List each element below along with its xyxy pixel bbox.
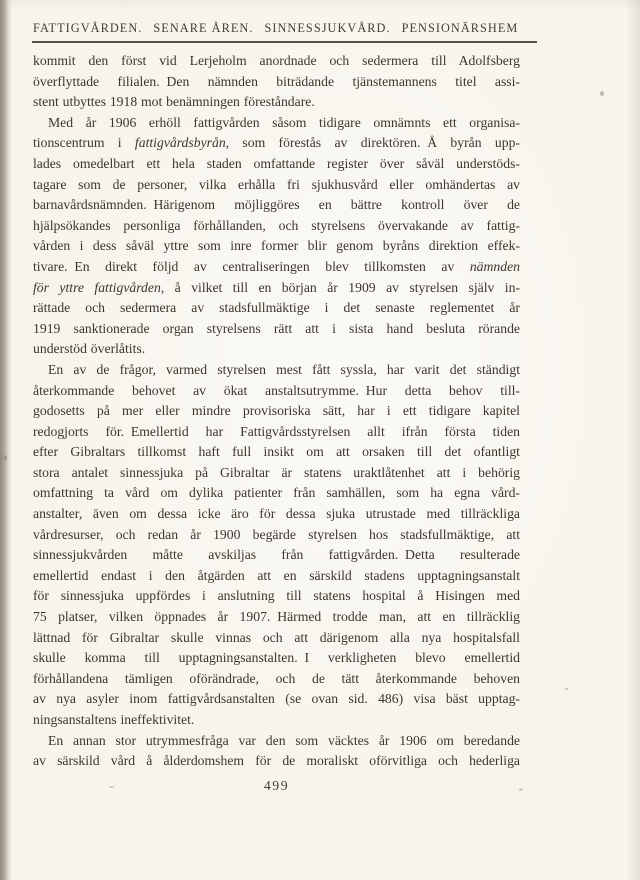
- text-run: kommit den först vid Lerjeholm anordnade och sedermera till Adolfsberg: [33, 53, 520, 68]
- text-run: sinnessjukvården måtte avskiljas från fattigvården. Detta resulterade: [33, 547, 520, 563]
- text-line: [33, 442, 520, 463]
- text-run: emellertid endast i den åtgärden att en särskild stadens upptagningsanstalt: [33, 567, 520, 583]
- text-run: understöd överlåtits.: [33, 341, 146, 357]
- paragraph: [33, 113, 520, 360]
- text-line: [33, 319, 520, 340]
- text-line: [33, 710, 520, 731]
- text-run: , å vilket till en början år 1909 av styrelsen själv in-: [160, 279, 521, 295]
- text-line: [33, 92, 520, 113]
- running-head: [33, 21, 553, 36]
- text-run: En av de frågor, varmed styrelsen mest fått syssla, har varit det ständigt: [48, 361, 520, 377]
- text-line: [33, 689, 520, 710]
- paper-speck: [109, 786, 114, 788]
- text-line: [33, 175, 520, 196]
- running-head-segment: PENSIONÄRSHEM: [401, 21, 519, 35]
- text-run: redogjorts för. Emellertid har Fattigvårdsstyrelsen allt ifrån första tiden: [33, 423, 520, 439]
- text-run: återkommande behovet av ökat anstaltsutrymme. Hur detta behov till-: [33, 382, 520, 398]
- text-line: [33, 525, 520, 546]
- text-run: lättnad för Gibraltar skulle vinnas och att därigenom alla nya hospitalsfall: [33, 629, 520, 645]
- text-line: [33, 607, 520, 628]
- text-run: Med år 1906 erhöll fattigvården såsom tidigare omnämnts ett organisa-: [48, 114, 520, 130]
- running-head-segment: FATTIGVÅRDEN.: [33, 21, 143, 35]
- text-line: [33, 381, 520, 402]
- text-run: barnavårdsnämnden. Härigenom möjliggöres en bättre kontroll över de: [33, 197, 520, 213]
- text-run: för sinnessjuka uppfördes i anslutning till statens hospital å Hisingen med: [33, 588, 520, 604]
- text-line: [33, 154, 520, 175]
- text-run: godosetts på mer eller mindre provisoriska sätt, har i ett tidigare kapitel: [33, 403, 520, 419]
- text-run: stent utbyttes 1918 mot benämningen föreståndare.: [33, 94, 315, 110]
- text-line: [33, 751, 520, 772]
- text-run: vårdresurser, och redan år 1900 begärde styrelsen hos stadsfullmäktige, att: [33, 526, 520, 542]
- text-run: 75 platser, vilken öppnades år 1907. Härmed trodde man, att en tillräcklig: [33, 609, 520, 625]
- text-run: efter Gibraltars tillkomst haft full insikt om att orsaken till det ofantligt: [33, 444, 520, 460]
- running-head-segment: SENARE ÅREN.: [153, 21, 254, 35]
- page-number: 499: [263, 778, 290, 793]
- text-run: förhållandena tämligen oförändrade, och de tätt återkommande behoven: [33, 670, 520, 686]
- text-line: [33, 483, 520, 504]
- text-line: [33, 339, 520, 360]
- text-line: [33, 360, 520, 381]
- italic-text-run: fattigvårdsbyrån: [134, 135, 226, 151]
- page-gutter-shadow: [0, 0, 12, 880]
- text-run: omfattning ta vård om dylika patienter från samhällen, som ha egna vård-: [33, 485, 520, 501]
- text-line: [33, 566, 520, 587]
- text-line: [33, 586, 520, 607]
- text-line: [33, 545, 520, 566]
- paper-speck: [565, 688, 568, 690]
- text-run: 1919 sanktionerade organ styrelsens rätt att i sista hand besluta rörande: [33, 320, 520, 336]
- text-run: av särskild vård å ålderdomshem för de moraliskt oförvitliga och hederliga: [33, 753, 520, 769]
- text-line: [33, 257, 520, 278]
- text-line: [33, 504, 520, 525]
- text-line: [33, 648, 520, 669]
- text-run: av nya asyler inom fattigvårdsanstalten (se ovan sid. 486) visa bäst upptag-: [33, 691, 520, 707]
- text-run: En annan stor utrymmesfråga var den som väcktes år 1906 om beredande: [48, 732, 520, 748]
- text-run: tionscentrum i: [33, 135, 135, 151]
- running-head-segment: SINNESSJUKVÅRD.: [264, 21, 391, 35]
- italic-text-run: för yttre fattigvården: [33, 279, 161, 295]
- text-run: överflyttade filialen. Den nämnden biträdande tjänstemannens titel assi-: [33, 73, 520, 89]
- text-run: tivare. En direkt följd av centraliseringen blev tillkomsten av: [33, 258, 470, 274]
- header-rule: [32, 41, 537, 43]
- text-run: lades omedelbart ett hela staden omfattande register över såväl understöds-: [33, 155, 520, 171]
- text-line: [33, 628, 520, 649]
- text-run: tagare som de personer, vilka erhålla fri sjukhusvård eller omhändertas av: [33, 176, 520, 192]
- text-line: [33, 195, 520, 216]
- text-run: stora antalet sinnessjuka på Gibraltar är statens uraktlåtenhet att i behörig: [33, 464, 520, 480]
- text-line: [33, 401, 520, 422]
- paragraph: [33, 51, 520, 113]
- paragraph: [33, 360, 520, 731]
- text-line: [33, 669, 520, 690]
- text-line: [33, 236, 520, 257]
- text-block: [33, 51, 520, 772]
- text-line: [33, 422, 520, 443]
- text-line: [33, 298, 520, 319]
- italic-text-run: nämnden: [469, 258, 520, 274]
- paragraph: [33, 731, 520, 772]
- text-line: [33, 731, 520, 752]
- text-run: rättade och sedermera av stadsfullmäktige i det senaste reglementet år: [33, 300, 520, 316]
- paper-speck: [519, 788, 523, 791]
- text-line: [33, 216, 520, 237]
- text-line: [33, 133, 520, 154]
- paper-speck: [600, 91, 604, 96]
- text-line: [33, 51, 520, 72]
- paper-speck: [4, 455, 7, 461]
- text-line: [33, 278, 520, 299]
- text-run: , som förestås av direktören. Å byrån upp-: [225, 135, 520, 151]
- text-line: [33, 463, 520, 484]
- text-run: vården i dess såväl yttre som inre former blir genom byråns direktion effek-: [33, 238, 520, 254]
- text-run: anstalter, även om dessa icke äro för dessa sjuka utrustade med tillräckliga: [33, 506, 520, 522]
- text-line: [33, 72, 520, 93]
- text-run: skulle komma till upptagningsanstalten. I verkligheten blevo emellertid: [33, 650, 520, 666]
- text-run: hjälpsökandes personliga förhållanden, och styrelsens övervakande av fattig-: [33, 217, 520, 233]
- text-line: [33, 113, 520, 134]
- text-run: ningsanstaltens ineffektivitet.: [33, 712, 195, 727]
